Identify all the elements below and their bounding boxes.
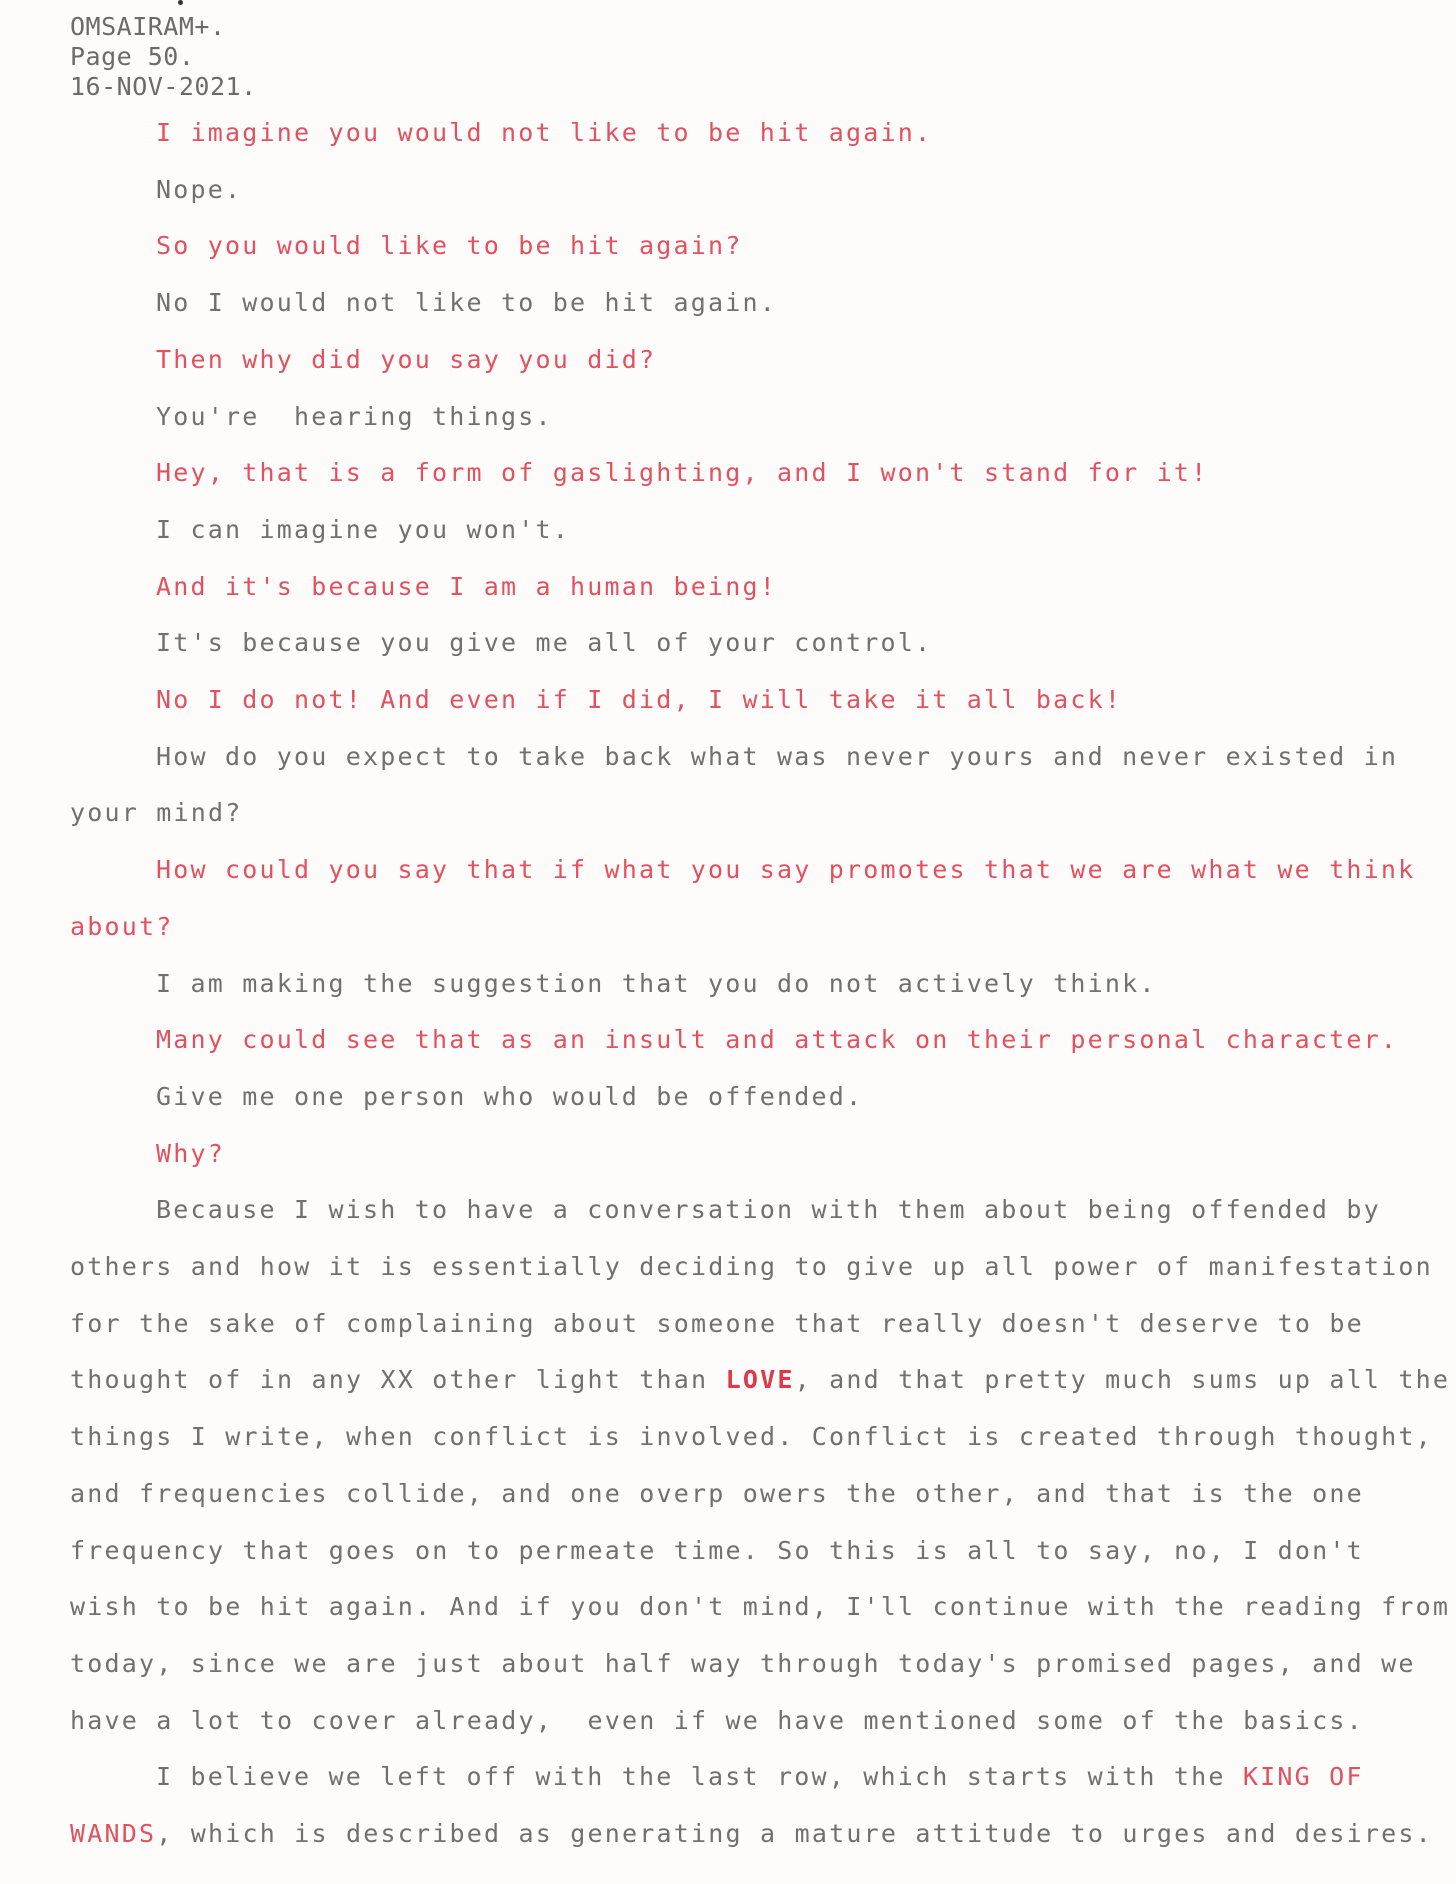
line-text: I believe we left off with the last row, which starts with the xyxy=(156,1762,1243,1792)
line-text-continued: , which is described as generating a mature attitude to urges and desires. xyxy=(156,1819,1433,1848)
line-text-continued: , and that pretty much sums up all the xyxy=(794,1365,1451,1395)
line-text: have a lot to cover already, even if we have mentioned some of the basics. xyxy=(70,1705,1364,1735)
line-text: wish to be hit again. And if you don't mind, I'll continue with the reading from xyxy=(70,1592,1451,1622)
line-text: things I write, when conflict is involved. Conflict is created through thought, xyxy=(70,1422,1433,1452)
dialogue-line-answer xyxy=(156,742,1398,771)
dialogue-line-question xyxy=(156,118,932,147)
dialogue-line-question xyxy=(156,231,743,260)
ink-dot xyxy=(178,0,183,5)
line-text: today, since we are just about half way through today's promised pages, and we xyxy=(70,1648,1416,1678)
line-text: thought of in any XX other light than xyxy=(70,1365,726,1395)
line-text: Give me one person who would be offended. xyxy=(156,1081,864,1111)
header-page-number: Page 50. xyxy=(70,42,195,71)
dialogue-line-answer xyxy=(70,1252,1433,1281)
line-text: I am making the suggestion that you do not actively think. xyxy=(156,968,1157,998)
dialogue-line-question xyxy=(156,685,1122,714)
line-text: WANDS xyxy=(70,1819,157,1848)
dialogue-line-answer xyxy=(70,798,243,827)
line-text: Hey, that is a form of gaslighting, and I won't stand for it! xyxy=(156,458,1209,488)
line-text: frequency that goes on to permeate time. So this is all to say, no, I don't xyxy=(70,1535,1364,1565)
line-text: No I do not! And even if I did, I will take it all back! xyxy=(156,685,1123,714)
dialogue-line-answer xyxy=(70,1422,1433,1451)
line-text: about? xyxy=(70,911,174,941)
dialogue-line-answer xyxy=(156,1082,863,1111)
line-text: I imagine you would not like to be hit again. xyxy=(156,118,933,147)
dialogue-line-answer xyxy=(156,1762,1364,1791)
dialogue-line-question xyxy=(70,912,174,941)
line-text: others and how it is essentially deciding to give up all power of manifestation xyxy=(70,1252,1433,1281)
line-text: Many could see that as an insult and attack on their personal character. xyxy=(156,1025,1399,1055)
dialogue-line-answer xyxy=(70,1309,1364,1338)
dialogue-line-answer xyxy=(70,1706,1364,1735)
dialogue-line-answer xyxy=(70,1649,1416,1678)
dialogue-line-question xyxy=(156,345,656,374)
highlighted-word: KING OF xyxy=(1242,1762,1364,1792)
page-header xyxy=(70,12,257,102)
line-text: How could you say that if what you say promotes that we are what we think xyxy=(156,855,1416,885)
header-date: 16-NOV-2021. xyxy=(70,72,257,101)
dialogue-line-answer xyxy=(156,628,932,657)
line-text: and frequencies collide, and one overp owers the other, and that is the one xyxy=(70,1478,1364,1508)
dialogue-line-answer xyxy=(70,1592,1450,1621)
line-text: You're hearing things. xyxy=(156,401,553,431)
line-text: Then why did you say you did? xyxy=(156,344,657,374)
dialogue-line-answer xyxy=(70,1479,1364,1508)
line-text: for the sake of complaining about someone that really doesn't deserve to be xyxy=(70,1308,1364,1338)
header-title: OMSAIRAM+. xyxy=(70,12,226,41)
line-text: Because I wish to have a conversation with them about being offended by xyxy=(156,1195,1381,1225)
line-text: Why? xyxy=(156,1138,226,1168)
dialogue-line-question xyxy=(156,458,1208,487)
dialogue-line-answer xyxy=(70,1536,1364,1565)
dialogue-line-question xyxy=(156,572,777,601)
line-text: your mind? xyxy=(70,798,243,828)
line-text: I can imagine you won't. xyxy=(156,514,571,544)
line-text: So you would like to be hit again? xyxy=(156,231,743,261)
dialogue-line-answer xyxy=(156,1195,1381,1224)
dialogue-line-question xyxy=(156,1025,1398,1054)
line-text: No I would not like to be hit again. xyxy=(156,288,778,318)
dialogue-line-question xyxy=(70,1819,1433,1848)
dialogue-line-answer xyxy=(156,175,242,204)
dialogue-line-answer xyxy=(156,402,553,431)
highlighted-word: LOVE xyxy=(725,1365,795,1395)
line-text: And it's because I am a human being! xyxy=(156,571,778,601)
dialogue-line-answer xyxy=(156,288,777,317)
dialogue-line-question xyxy=(156,1139,225,1168)
line-text: Nope. xyxy=(156,174,243,204)
dialogue-line-answer xyxy=(156,969,1157,998)
line-text: It's because you give me all of your control. xyxy=(156,628,933,658)
dialogue-line-question xyxy=(156,855,1415,884)
line-text: How do you expect to take back what was never yours and never existed in xyxy=(156,741,1399,771)
dialogue-line-answer xyxy=(156,515,570,544)
dialogue-line-answer xyxy=(70,1365,1450,1394)
